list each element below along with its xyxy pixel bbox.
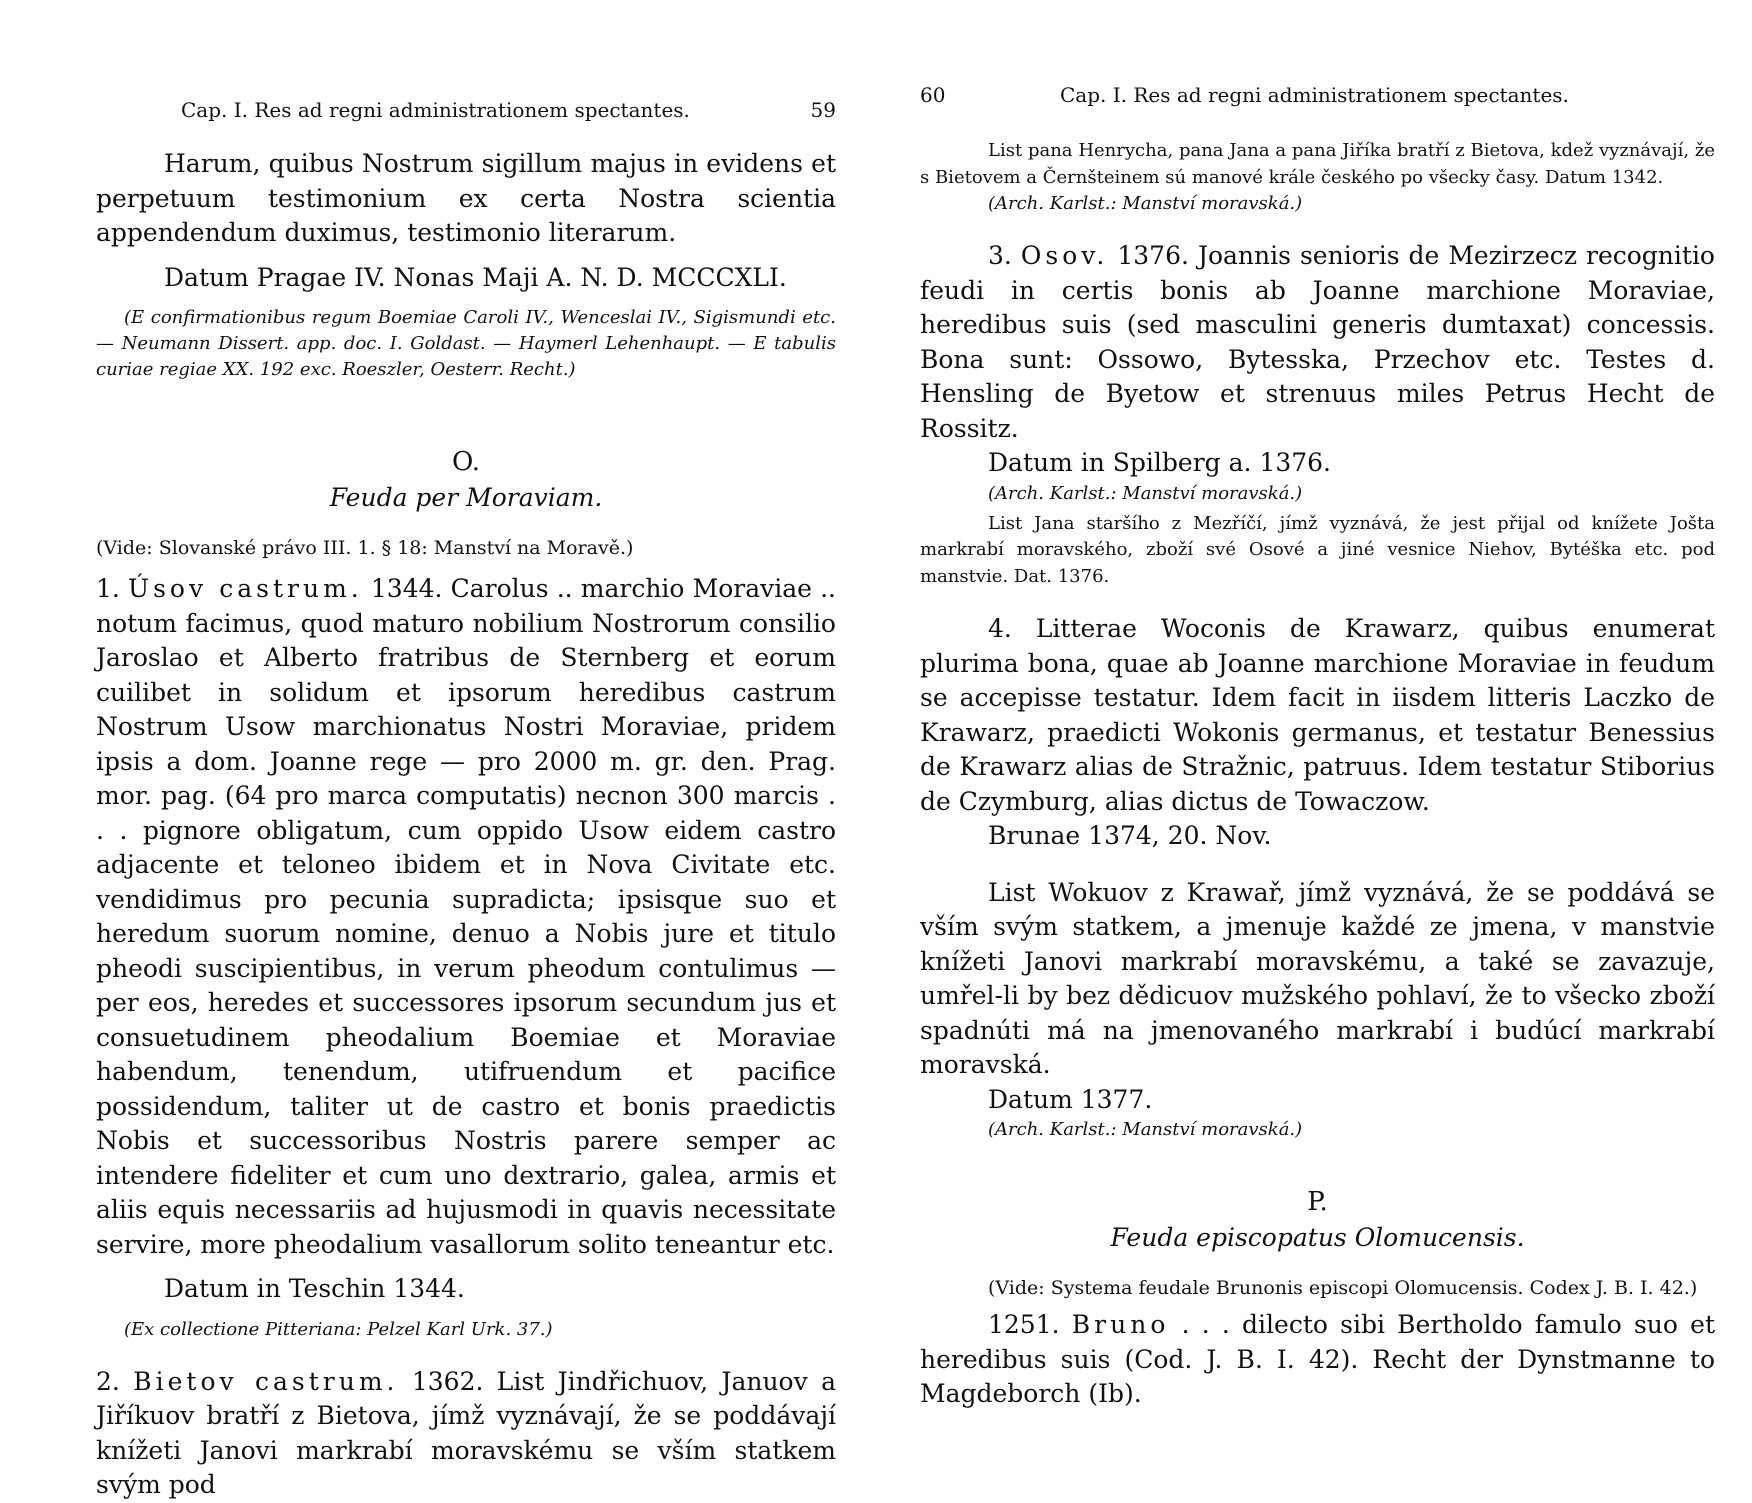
datum-line: Datum Pragae IV. Nonas Maji A. N. D. MCCCXLI. (164, 262, 787, 292)
citation: (E confirmationibus regum Boemiae Caroli IV., Wenceslai IV., Sigismundi etc. — Neumann Dissert. app. doc. I. Goldast. — Haymerl Lehenhaupt. — E tabulis curiae regiae XX. 192 exc. Roeszler, Oesterr. Recht.) (96, 307, 836, 380)
paragraph: Harum, quibus Nostrum sigillum majus in evidens et perpetuum testimonium ex certa Nostra scientia appendendum duximus, testimonio literarum. (96, 149, 836, 247)
czech-summary: List pana Henrycha, pana Jana a pana Jiříka bratří z Bietova, kdež vyznávají, že s Bietovem a Černšteinem sú manové krále českého po všecky časy. Datum 1342. (920, 140, 1715, 188)
section-letter: P. (1307, 1187, 1328, 1217)
entry-number: 3. (988, 241, 1012, 270)
entry-text: 1362. List Jindřichuov, Januov a Jiříkuov bratří z Bietova, jímž vyznávají, že se poddávají knížeti Janovi markrabí moravskému se vším statkem svým pod (96, 1366, 837, 1499)
entry-bruno (920, 1308, 1715, 1412)
czech-paragraph: List Wokuov z Krawař, jímž vyznává, že se poddává se vším svým statkem, a jmenuje každé ze jmena, v manstvie knížeti Janovi markrabí moravskému, a také se zavazuje, umřel-li by bez dědicuov mužského pohlaví, že to všecko zboží spadnúti má na jmenovaného markrabí i budúcí markrabí moravská. (920, 877, 1715, 1079)
right-page (920, 0, 1715, 1412)
page-number: 59 (810, 98, 836, 122)
datum-line: Brunae 1374, 20. Nov. (988, 821, 1272, 850)
entry-osov (920, 239, 1715, 446)
entry-number: 1251. (988, 1310, 1060, 1339)
running-head-title: Cap. I. Res ad regni administrationem spectantes. (1060, 83, 1569, 107)
datum-line: Datum in Teschin 1344. (164, 1274, 465, 1303)
left-page (96, 0, 836, 1503)
vide-note: (Vide: Systema feudale Brunonis episcopi Olomucensis. Codex J. B. I. 42.) (988, 1277, 1698, 1299)
czech-summary: List Jana staršího z Mezříčí, jímž vyznává, že jest přijal od knížete Jošta markrabí moravského, zboží své Osové a jiné vesnice Niehov, Bytéška etc. pod manstvie. Dat. 1376. (920, 512, 1715, 587)
running-head (96, 95, 836, 125)
entry-bietov (96, 1365, 836, 1503)
citation: (Ex collectione Pitteriana: Pelzel Karl Urk. 37.) (124, 1318, 553, 1340)
entry-text: 1376. Joannis senioris de Mezirzecz recognitio feudi in certis bonis ab Joanne marchione Moraviae, heredibus suis (sed masculini generis dumtaxat) concessis. Bona sunt: Ossowo, Bytesska, Przechov etc. Testes d. Hensling de Byetow et strenuus miles Petrus Hecht de Rossitz. (920, 241, 1715, 443)
entry-name: Osov. (1020, 241, 1109, 270)
citation: (Arch. Karlst.: Manství moravská.) (988, 482, 1303, 504)
datum-line: Datum in Spilberg a. 1376. (988, 448, 1331, 477)
entry-number: 2. (96, 1366, 120, 1396)
entry-name: Bietov castrum. (133, 1366, 399, 1396)
vide-note: (Vide: Slovanské právo III. 1. § 18: Manství na Moravě.) (96, 537, 634, 559)
entry-text: 1344. Carolus .. marchio Moraviae .. notum facimus, quod maturo nobilium Nostrorum consilio Jaroslao et Alberto fratribus de Sternberg et eorum cuilibet in solidum et ipsorum heredibus castrum Nostrum Usow marchionatus Nostri Moraviae, pridem ipsis a dom. Joanne rege — pro 2000 m. gr. den. Prag. mor. pag. (64 pro marca computatis) necnon 300 marcis . . . pignore obligatum, cum oppido Usow eidem castro adjacente et teloneo ibidem et in Nova Civitate etc. vendidimus pro pecunia supradicta; ipsisque suo et heredum suorum nomine, denuo a Nobis jure et titulo pheodi suscipientibus, in verum pheodum contulimus — per eos, heredes et successores ipsorum secundum jus et consuetudinem pheodalium Boemiae et Moraviae habendum, tenendum, utifruendum et pacifice possidendum, taliter ut de castro et bonis praedictis Nobis et successoribus Nostris parere semper ac intendere fideliter et cum uno dextrario, galea, armis et aliis equis necessariis ad hujusmodi in quavis necessitate servire, more pheodalium vasallorum solito teneantur etc. (96, 574, 836, 1259)
running-head-title: Cap. I. Res ad regni administrationem spectantes. (181, 98, 690, 122)
entry-text: . . . dilecto sibi Bertholdo famulo suo et heredibus suis (Cod. J. B. I. 42). Recht der Dynstmanne to Magdeborch (Ib). (920, 1310, 1715, 1408)
section-title: Feuda per Moraviam. (329, 483, 603, 512)
section-title: Feuda episcopatus Olomucensis. (1110, 1223, 1525, 1252)
section-letter: O. (451, 447, 481, 477)
entry-krawarz: 4. Litterae Woconis de Krawarz, quibus enumerat plurima bona, quae ab Joanne marchione Moraviae in feudum se accepisse testatur. Idem facit in iisdem litteris Laczko de Krawarz, praedicti Wokonis germanus, et testatur Benessius de Krawarz alias de Stražnic, patruus. Idem testatur Stiborius de Czymburg, alias dictus de Towaczow. (920, 614, 1715, 816)
entry-usov (96, 572, 836, 1262)
citation: (Arch. Karlst.: Manství moravská.) (988, 1119, 1303, 1140)
entry-name: Bruno (1071, 1310, 1170, 1339)
running-head (920, 80, 1715, 110)
datum-line: Datum 1377. (988, 1084, 1153, 1114)
entry-name: Úsov castrum. (128, 574, 363, 603)
entry-number: 1. (96, 574, 120, 603)
page-number: 60 (920, 83, 946, 107)
citation: (Arch. Karlst.: Manství moravská.) (988, 193, 1303, 214)
